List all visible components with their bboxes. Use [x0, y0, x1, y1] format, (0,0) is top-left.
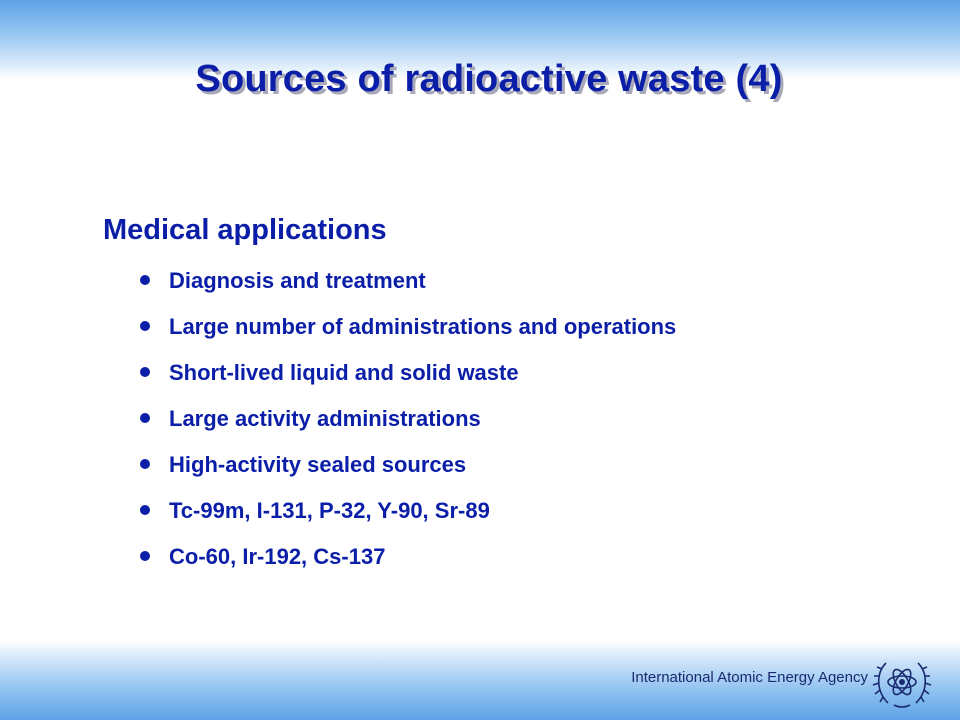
bullet-list: [140, 266, 676, 588]
bullet-icon: [140, 551, 150, 561]
bullet-icon: [140, 275, 150, 285]
list-item: [140, 496, 676, 542]
bullet-text: Large activity administrations: [169, 406, 481, 431]
list-item: [140, 450, 676, 496]
list-item: [140, 542, 676, 588]
bullet-text: Large number of administrations and operations: [169, 314, 677, 339]
list-item: [140, 358, 676, 404]
section-heading: Medical applications: [103, 214, 387, 246]
iaea-atom-laurel-icon: [872, 655, 932, 711]
agency-name: International Atomic Energy Agency: [631, 669, 868, 686]
bullet-text: High-activity sealed sources: [169, 452, 467, 477]
bullet-text: Diagnosis and treatment: [169, 268, 426, 293]
bullet-icon: [140, 413, 150, 423]
bullet-text: Tc-99m, I-131, P-32, Y-90, Sr-89: [169, 498, 490, 523]
list-item: [140, 266, 676, 312]
list-item: [140, 312, 676, 358]
list-item: [140, 404, 676, 450]
bullet-icon: [140, 321, 150, 331]
bullet-icon: [140, 367, 150, 377]
bullet-icon: [140, 459, 150, 469]
slide-title: Sources of radioactive waste (4): [195, 58, 783, 100]
bullet-icon: [140, 505, 150, 515]
bullet-text: Co-60, Ir-192, Cs-137: [169, 544, 386, 569]
bullet-text: Short-lived liquid and solid waste: [169, 360, 519, 385]
